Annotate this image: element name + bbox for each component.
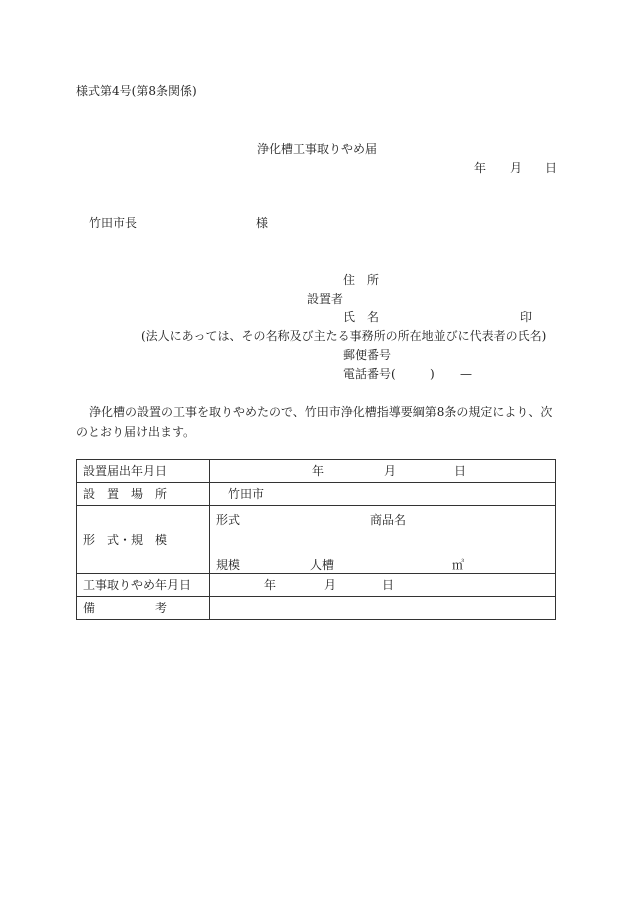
- label-cell: [77, 574, 210, 597]
- notification-table: [76, 459, 556, 620]
- location-value: 竹田市: [228, 487, 265, 501]
- remarks-value-cell: [210, 597, 556, 620]
- name-label: 氏 名: [343, 310, 380, 324]
- year-label: 年: [312, 464, 325, 478]
- table-row-location: [77, 483, 556, 506]
- day-label: 日: [454, 464, 467, 478]
- label-cell: [77, 597, 210, 620]
- scale-label: 規模: [216, 558, 241, 572]
- value-cell: [210, 483, 556, 506]
- submission-date-label: 設置届出年月日: [83, 464, 168, 478]
- body-text-line-2: のとおり届け出ます。: [76, 425, 196, 439]
- type-scale-label: 形 式・規 模: [83, 533, 168, 547]
- postal-code-label: 郵便番号: [343, 348, 392, 362]
- label-cell: [77, 483, 210, 506]
- corporation-note: (法人にあっては、その名称及び主たる事務所の所在地並びに代表者の氏名): [141, 329, 547, 343]
- body-text-line-1: 浄化槽の設置の工事を取りやめたので、竹田市浄化槽指導要綱第8条の規定により、次: [89, 405, 553, 419]
- document-title: 浄化槽工事取りやめ届: [257, 142, 378, 156]
- applicant-role-label: 設置者: [307, 292, 344, 306]
- table-row-cancellation-date: [77, 574, 556, 597]
- month-label: 月: [324, 578, 337, 592]
- location-label: 設 置 場 所: [83, 487, 168, 501]
- area-unit-label: ㎥: [452, 558, 465, 572]
- day-label: 日: [382, 578, 395, 592]
- product-name-label: 商品名: [370, 513, 407, 527]
- label-cell: [77, 506, 210, 574]
- month-label: 月: [384, 464, 397, 478]
- addressee-honorific: 様: [256, 216, 269, 230]
- address-label: 住 所: [343, 273, 380, 287]
- capacity-unit-label: 人槽: [310, 558, 335, 572]
- phone-label: 電話番号(: [343, 367, 396, 381]
- table-row-type-scale: [77, 506, 556, 574]
- type-label: 形式: [216, 513, 241, 527]
- label-cell: [77, 460, 210, 483]
- phone-close-paren: ): [430, 367, 435, 381]
- seal-mark: 印: [520, 310, 533, 324]
- value-cell: [210, 460, 556, 483]
- form-number: 様式第4号(第8条関係): [76, 84, 197, 98]
- addressee-name: 竹田市長: [89, 216, 138, 230]
- date-year-label: 年: [474, 161, 487, 175]
- date-day-label: 日: [545, 161, 558, 175]
- remarks-label: 備 考: [83, 601, 168, 615]
- table-row-submission-date: [77, 460, 556, 483]
- date-month-label: 月: [510, 161, 523, 175]
- value-cell: [210, 506, 556, 574]
- table-row-remarks: [77, 597, 556, 620]
- cancellation-date-label: 工事取りやめ年月日: [83, 578, 192, 592]
- year-label: 年: [264, 578, 277, 592]
- phone-dash: —: [460, 367, 472, 381]
- value-cell: [210, 574, 556, 597]
